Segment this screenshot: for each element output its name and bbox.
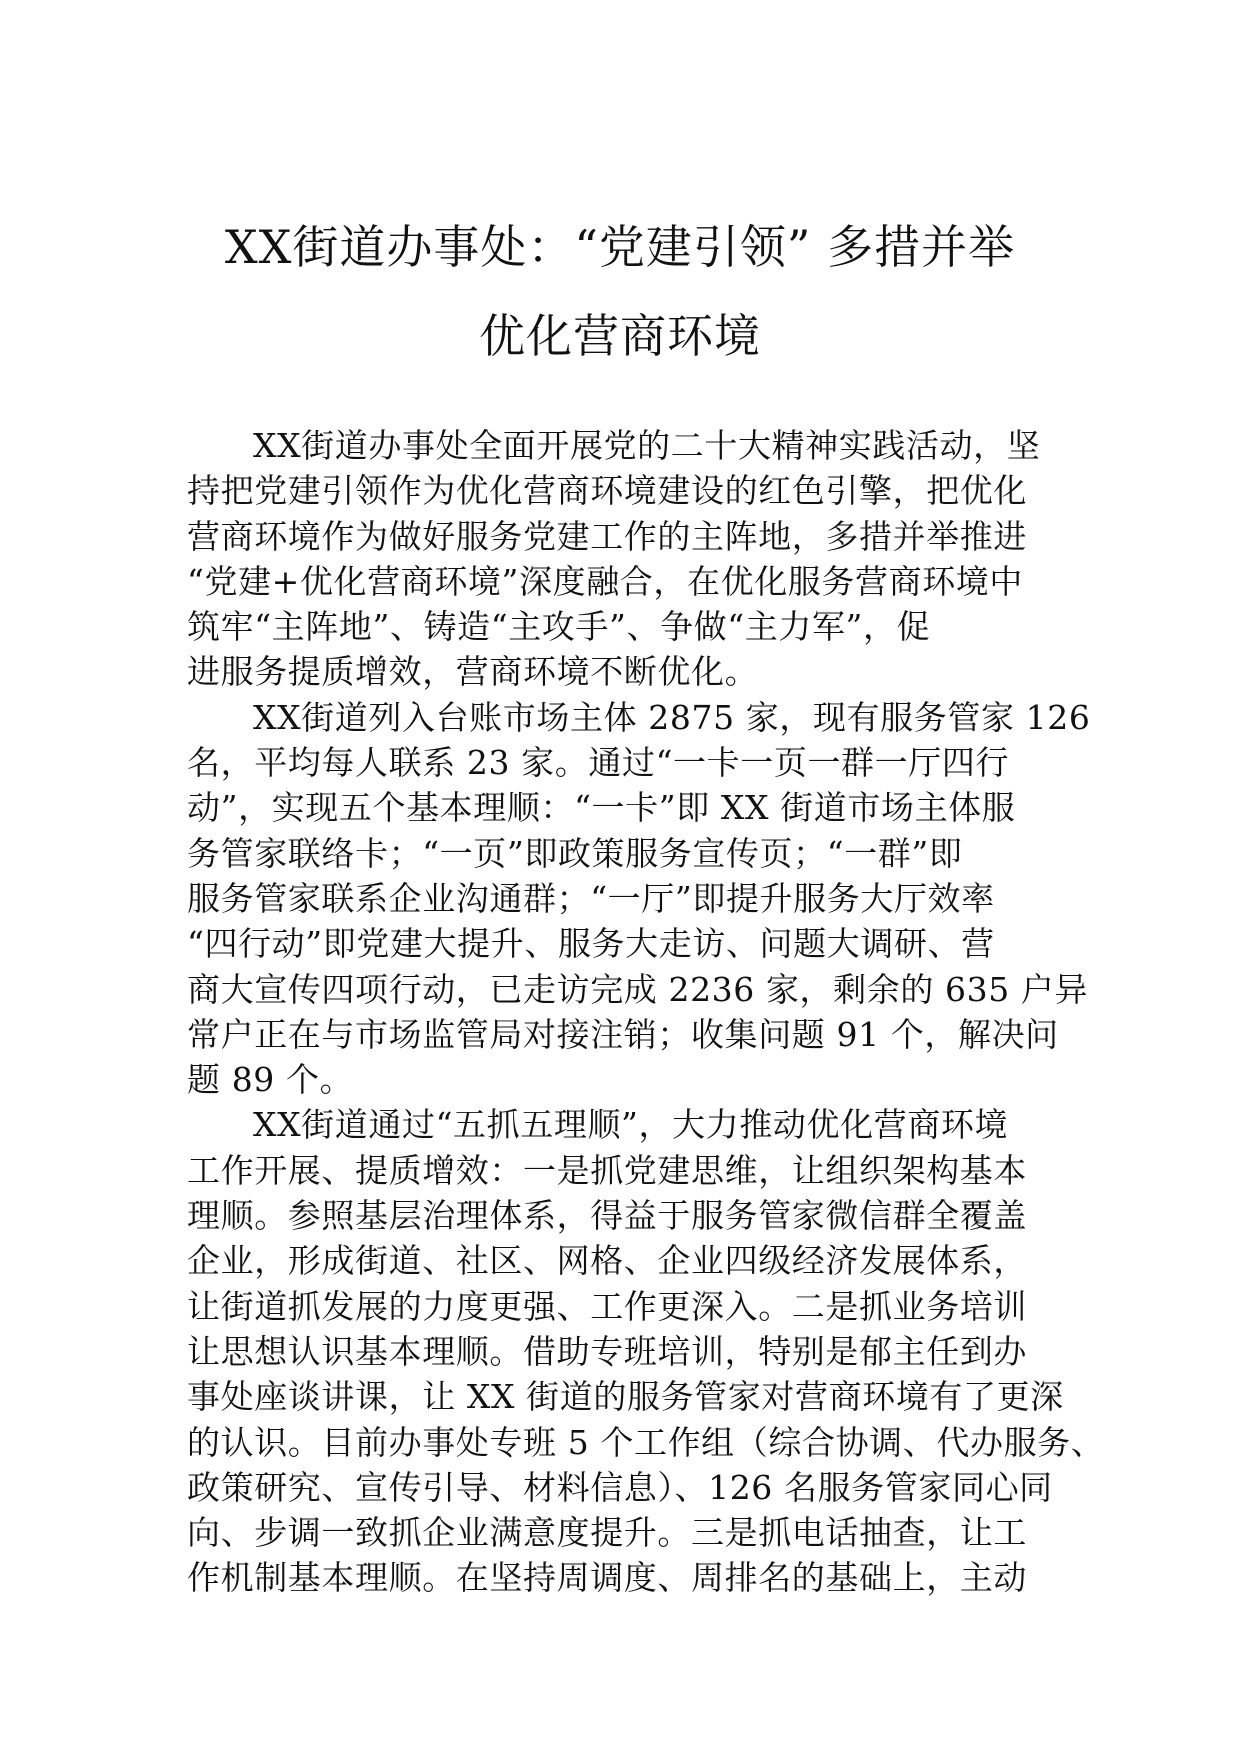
paragraph-2-line-4: 务管家联络卡；“一页”即政策服务宣传页；“一群”即 xyxy=(187,833,963,873)
paragraph-3-line-6: 让思想认识基本理顺。借助专班培训，特别是郁主任到办 xyxy=(187,1331,1027,1371)
paragraph-1-line-2: 持把党建引领作为优化营商环境建设的红色引擎，把优化 xyxy=(187,471,1027,511)
paragraph-2-line-5: 服务管家联系企业沟通群；“一厅”即提升服务大厅效率 xyxy=(187,878,995,918)
paragraph-1-line-3: 营商环境作为做好服务党建工作的主阵地，多措并举推进 xyxy=(187,516,1027,556)
paragraph-3-line-2: 工作开展、提质增效：一是抓党建思维，让组织架构基本 xyxy=(187,1150,1027,1190)
paragraph-2-line-9: 题 89 个。 xyxy=(187,1060,354,1100)
paragraph-3-line-9: 政策研究、宣传引导、材料信息）、126 名服务管家同心同 xyxy=(187,1467,1053,1507)
paragraph-3-line-3: 理顺。参照基层治理体系，得益于服务管家微信群全覆盖 xyxy=(187,1196,1027,1236)
paragraph-2-line-1: XX街道列入台账市场主体 2875 家，现有服务管家 126 xyxy=(253,697,1091,737)
paragraph-2-line-3: 动”，实现五个基本理顺：“一卡”即 XX 街道市场主体服 xyxy=(187,788,1016,828)
paragraph-1-line-4: “党建+优化营商环境”深度融合，在优化服务营商环境中 xyxy=(187,561,1023,601)
paragraph-3-line-7: 事处座谈讲课，让 XX 街道的服务管家对营商环境有了更深 xyxy=(187,1377,1064,1417)
paragraph-3-line-1: XX街道通过“五抓五理顺”，大力推动优化营商环境 xyxy=(253,1105,1009,1145)
paragraph-3-line-5: 让街道抓发展的力度更强、工作更深入。二是抓业务培训 xyxy=(187,1286,1027,1326)
document-title-line-2: 优化营商环境 xyxy=(479,309,761,363)
paragraph-3-line-4: 企业，形成街道、社区、网格、企业四级经济发展体系， xyxy=(187,1241,1027,1281)
paragraph-2-line-7: 商大宣传四项行动，已走访完成 2236 家，剩余的 635 户异 xyxy=(187,969,1089,1009)
document-body xyxy=(187,423,1105,1601)
paragraph-2-line-6: “四行动”即党建大提升、服务大走访、问题大调研、营 xyxy=(187,924,995,964)
paragraph-1-line-6: 进服务提质增效，营商环境不断优化。 xyxy=(187,652,759,692)
paragraph-1-line-1: XX街道办事处全面开展党的二十大精神实践活动，坚 xyxy=(253,426,1041,465)
paragraph-3-line-11: 作机制基本理顺。在坚持周调度、周排名的基础上，主动 xyxy=(187,1558,1027,1598)
document-title-line-1: XX街道办事处：“党建引领” 多措并举 xyxy=(224,220,1016,274)
paragraph-2-line-2: 名，平均每人联系 23 家。通过“一卡一页一群一厅四行 xyxy=(187,743,1010,783)
paragraph-3-line-10: 向、步调一致抓企业满意度提升。三是抓电话抽查，让工 xyxy=(187,1513,1027,1553)
paragraph-1-line-5: 筑牢“主阵地”、铸造“主攻手”、争做“主力军”，促 xyxy=(187,607,931,647)
paragraph-3-line-8: 的认识。目前办事处专班 5 个工作组（综合协调、代办服务、 xyxy=(187,1422,1105,1462)
paragraph-2-line-8: 常户正在与市场监管局对接注销；收集问题 91 个，解决问 xyxy=(187,1014,1059,1054)
